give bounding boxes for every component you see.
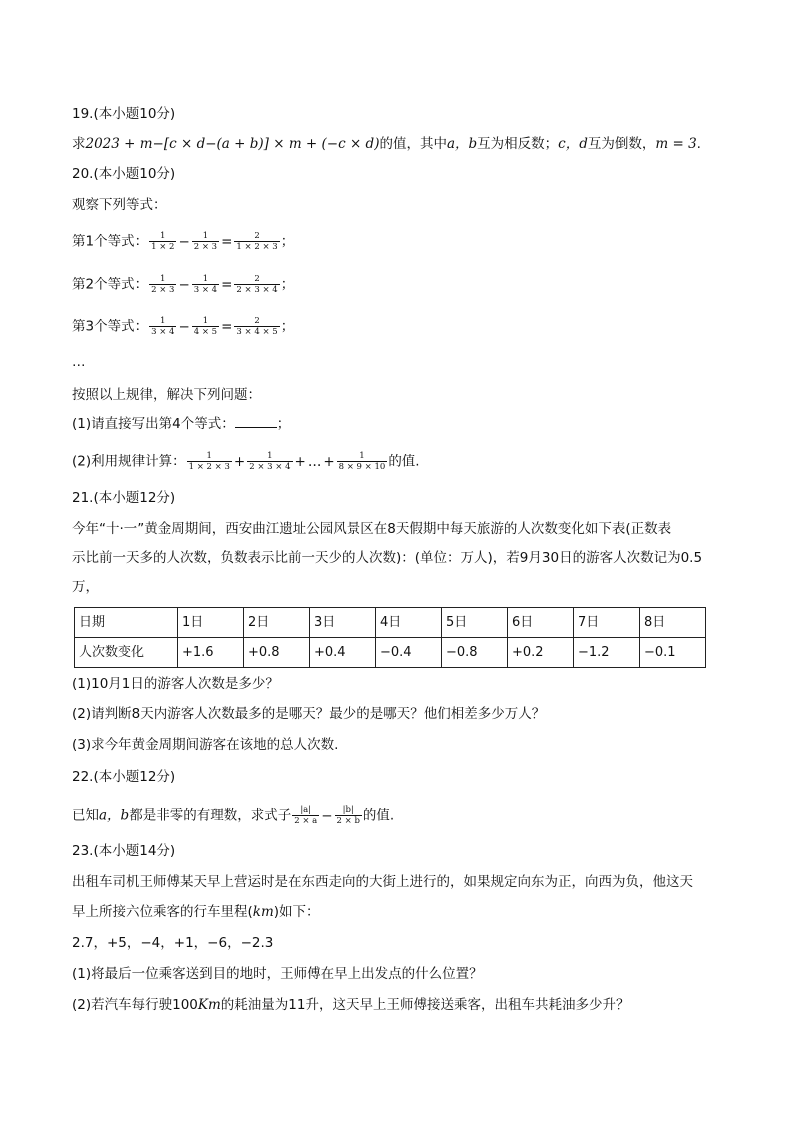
q23-line2-end: )如下： xyxy=(273,904,320,920)
table-cell: 日期 xyxy=(75,608,178,638)
q20-rule: 按照以上规律，解决下列问题： xyxy=(72,387,261,403)
q20-part2: (2)利用规律计算： $\frac{1}{1 \times 2 \times 3}$ + $\frac{1}{2 \times 3 \times 4}$ + … + $\frac{1}{8 \times 9 \times 10}$ 的值. xyxy=(72,451,420,472)
fraction: $\frac{1}{2 \times 3}$ xyxy=(193,231,218,252)
q19-text xyxy=(72,134,701,154)
q21-line2: 示比前一天多的人次数，负数表示比前一天少的人次数)：(单位：万人)，若9月30日的游客人次数记为0.5 xyxy=(72,550,703,566)
q23-line1: 出租车司机王师傅某天早上营运时是在东西走向的大街上进行的，如果规定向东为正，向西为负，他这天 xyxy=(72,874,693,890)
q20-ellipsis: … xyxy=(72,354,86,370)
q19-cond1-text: 互为相反数； xyxy=(477,136,559,152)
q20-part1 xyxy=(72,414,290,434)
q21-part3: (3)求今年黄金周期间游客在该地的总人次数. xyxy=(72,737,339,753)
q23-part2-end: 的耗油量为11升，这天早上王师傅接送乘客，出租车共耗油多少升？ xyxy=(220,997,630,1013)
table-cell: +1.6 xyxy=(178,638,244,668)
table-cell: +0.8 xyxy=(244,638,310,668)
q20-part1-end: ； xyxy=(276,416,291,432)
q20-equation-2: 第2个等式： $\frac{1}{2 \times 3}$ − $\frac{1}{3 \times 4}$ = $\frac{2}{2 \times 3 \times 4}$ ； xyxy=(72,274,295,295)
q23-header: 23.(本小题14分) xyxy=(72,843,176,859)
q23-part2-unit: Km xyxy=(197,997,221,1013)
q21-part1: (1)10月1日的游客人次数是多少？ xyxy=(72,676,279,692)
table-cell: 6日 xyxy=(508,608,574,638)
fraction: $\frac{2}{2 \times 3 \times 4}$ xyxy=(236,274,278,295)
q19-header: 19.(本小题10分) xyxy=(72,106,176,122)
q20-equation-1: 第1个等式： $\frac{1}{1 \times 2}$ − $\frac{1}{2 \times 3}$ = $\frac{2}{1 \times 2 \times 3}$ ； xyxy=(72,231,295,252)
table-cell: 4日 xyxy=(376,608,442,638)
q22-header: 22.(本小题12分) xyxy=(72,769,176,785)
table-row xyxy=(75,608,706,638)
q20-part2-dots: … xyxy=(307,453,322,470)
q19-cond1: a，b xyxy=(446,136,478,152)
equation-label: 第3个等式： xyxy=(72,318,149,335)
fraction: $\frac{1}{4 \times 5}$ xyxy=(193,316,218,337)
table-cell: −0.1 xyxy=(640,638,706,668)
table-cell: +0.2 xyxy=(508,638,574,668)
q21-part2: (2)请判断8天内游客人次数最多的是哪天？最少的是哪天？他们相差多少万人？ xyxy=(72,706,546,722)
q21-line3: 万， xyxy=(72,579,99,595)
q20-part2-prefix: (2)利用规律计算： xyxy=(72,453,186,470)
table-cell: 1日 xyxy=(178,608,244,638)
q23-line2 xyxy=(72,902,320,922)
fraction: $\frac{1}{1 \times 2 \times 3}$ xyxy=(188,451,230,472)
table-cell: +0.4 xyxy=(310,638,376,668)
q19-mid: 的值，其中 xyxy=(379,136,447,152)
q22-text: 已知a，b都是非零的有理数，求式子 $\frac{|a|}{2 \times a}$ − $\frac{|b|}{2 \times b}$ 的值. xyxy=(72,805,395,826)
fraction: $\frac{1}{2 \times 3 \times 4}$ xyxy=(249,451,291,472)
table-cell: 7日 xyxy=(574,608,640,638)
q19-prefix: 求 xyxy=(72,136,86,152)
visitor-change-table xyxy=(74,607,706,668)
equation-label: 第1个等式： xyxy=(72,233,149,250)
q19-cond3: m = 3 xyxy=(655,136,697,152)
table-cell: 3日 xyxy=(310,608,376,638)
q20-part2-end: 的值. xyxy=(388,453,420,470)
fraction: $\frac{2}{1 \times 2 \times 3}$ xyxy=(236,231,278,252)
q22-end: 的值. xyxy=(362,807,395,824)
equation-label: 第2个等式： xyxy=(72,276,149,293)
q22-prefix: 已知 xyxy=(72,807,99,824)
q19-end: . xyxy=(696,136,701,152)
q23-part2 xyxy=(72,995,629,1015)
fraction: $\frac{1}{3 \times 4}$ xyxy=(193,274,218,295)
q20-part1-text: (1)请直接写出第4个等式： xyxy=(72,416,235,432)
fraction: $\frac{|b|}{2 \times b}$ xyxy=(336,805,360,826)
q22-vars: a，b xyxy=(99,807,130,824)
table-cell: 8日 xyxy=(640,608,706,638)
fraction: $\frac{|a|}{2 \times a}$ xyxy=(294,805,318,826)
table-cell: −1.2 xyxy=(574,638,640,668)
fraction: $\frac{1}{3 \times 4}$ xyxy=(151,316,175,337)
q20-intro: 观察下列等式： xyxy=(72,197,167,213)
table-cell: 人次数变化 xyxy=(75,638,178,668)
q19-cond2: c，d xyxy=(558,136,588,152)
fraction: $\frac{1}{1 \times 2}$ xyxy=(151,231,175,252)
q23-part1: (1)将最后一位乘客送到目的地时，王师傅在早上出发点的什么位置？ xyxy=(72,966,483,982)
q23-line2-prefix: 早上所接六位乘客的行车里程( xyxy=(72,904,253,920)
q19-cond2-text: 互为倒数， xyxy=(587,136,656,152)
table-row xyxy=(75,638,706,668)
table-cell: 5日 xyxy=(442,608,508,638)
q22-mid: 都是非零的有理数，求式子 xyxy=(129,807,292,824)
table-cell: −0.4 xyxy=(376,638,442,668)
fraction: $\frac{1}{2 \times 3}$ xyxy=(151,274,175,295)
q20-header: 20.(本小题10分) xyxy=(72,166,176,182)
q19-expression: 2023 + m−[c × d−(a + b)] × m + (−c × d) xyxy=(85,136,380,152)
q21-line1: 今年“十·一”黄金周期间，西安曲江遗址公园风景区在8天假期中每天旅游的人次数变化如下表(正数表 xyxy=(72,521,672,537)
fraction: $\frac{2}{3 \times 4 \times 5}$ xyxy=(236,316,278,337)
q20-equation-3: 第3个等式： $\frac{1}{3 \times 4}$ − $\frac{1}{4 \times 5}$ = $\frac{2}{3 \times 4 \times 5}$ ； xyxy=(72,316,295,337)
table-cell: 2日 xyxy=(244,608,310,638)
answer-blank xyxy=(235,415,277,428)
fraction: $\frac{1}{8 \times 9 \times 10}$ xyxy=(338,451,386,472)
q23-unit: km xyxy=(252,904,274,920)
table-cell: −0.8 xyxy=(442,638,508,668)
q23-part2-prefix: (2)若汽车每行驶100 xyxy=(72,997,198,1013)
q21-header: 21.(本小题12分) xyxy=(72,490,176,506)
q23-values: 2.7，+5，−4，+1，−6，−2.3 xyxy=(72,935,274,951)
